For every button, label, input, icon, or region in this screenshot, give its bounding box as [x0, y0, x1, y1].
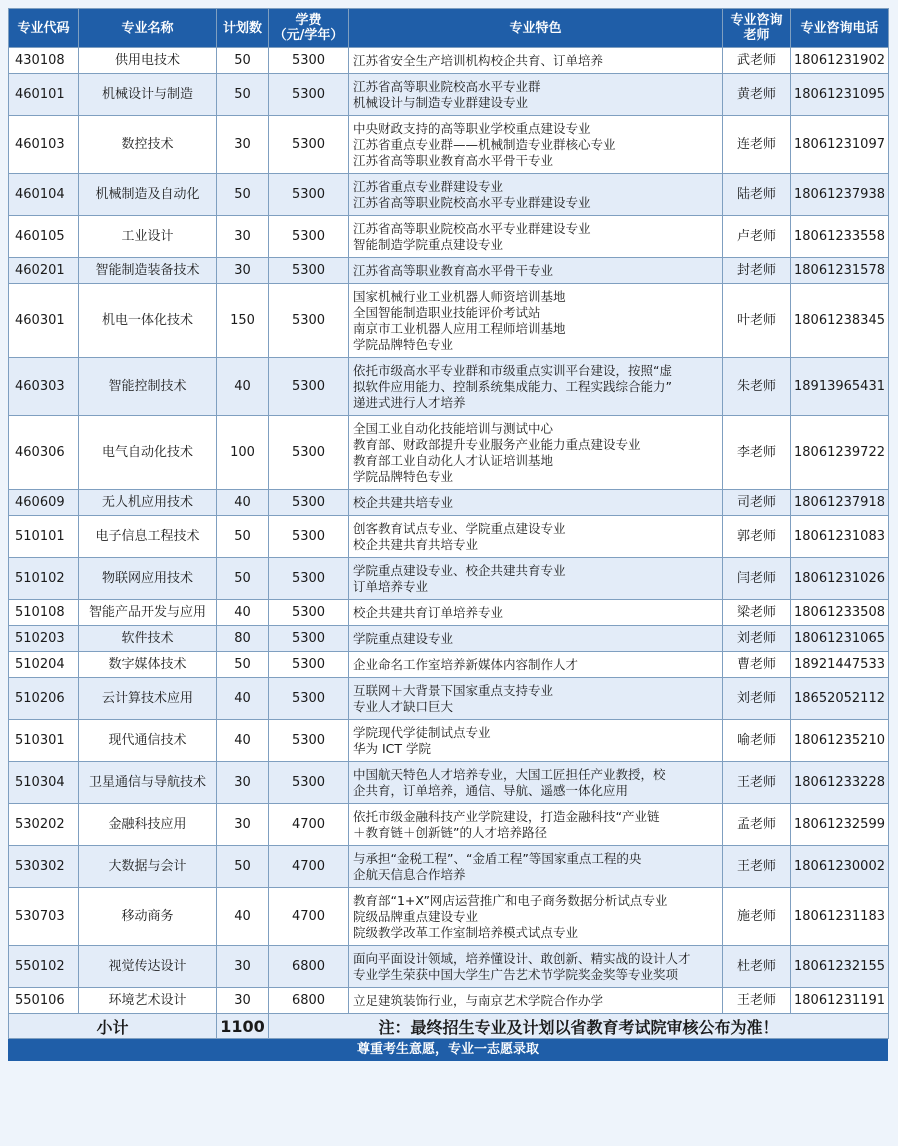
major-plan-table — [8, 8, 889, 1039]
consult-teacher-cell: 孟老师 — [723, 804, 791, 846]
consult-teacher-cell: 梁老师 — [723, 600, 791, 626]
header-tuition-line2: （元/学年） — [273, 28, 344, 43]
feature-line: 立足建筑装饰行业，与南京艺术学院合作办学 — [353, 992, 604, 1008]
major-feature-cell — [349, 652, 723, 678]
consult-teacher-cell: 连老师 — [723, 116, 791, 174]
table-row — [9, 490, 889, 516]
header-teacher-line1: 专业咨询 — [730, 13, 783, 28]
major-code-cell: 510102 — [9, 558, 79, 600]
feature-line: 学院品牌特色专业 — [353, 468, 454, 484]
header-tuition-line1: 学费 — [295, 13, 322, 28]
table-row — [9, 558, 889, 600]
major-code-cell: 510304 — [9, 762, 79, 804]
consult-teacher-cell: 封老师 — [723, 258, 791, 284]
consult-teacher-cell: 武老师 — [723, 48, 791, 74]
tuition-cell: 5300 — [269, 48, 349, 74]
feature-line: 南京市工业机器人应用工程师培训基地 — [353, 320, 566, 336]
feature-line: 企航天信息合作培养 — [353, 866, 466, 882]
feature-line: 院级教学改革工作室制培养模式试点专业 — [353, 924, 579, 940]
tuition-cell: 5300 — [269, 762, 349, 804]
consult-teacher-cell: 曹老师 — [723, 652, 791, 678]
consult-teacher-cell: 王老师 — [723, 988, 791, 1014]
feature-line: 校企共建共育订单培养专业 — [353, 604, 504, 620]
major-name-cell: 大数据与会计 — [79, 846, 217, 888]
feature-line: 华为 ICT 学院 — [353, 740, 431, 756]
consult-phone-cell: 18061239722 — [791, 416, 889, 490]
major-feature-cell — [349, 116, 723, 174]
major-code-cell: 430108 — [9, 48, 79, 74]
consult-phone-cell: 18061231026 — [791, 558, 889, 600]
consult-phone-cell: 18061231191 — [791, 988, 889, 1014]
table-row — [9, 720, 889, 762]
plan-count-cell: 30 — [217, 988, 269, 1014]
major-feature-cell — [349, 216, 723, 258]
plan-count-cell: 40 — [217, 600, 269, 626]
tuition-cell: 5300 — [269, 490, 349, 516]
table-row — [9, 48, 889, 74]
feature-line: 校企共建共培专业 — [353, 494, 454, 510]
plan-count-cell: 50 — [217, 174, 269, 216]
consult-phone-cell: 18061231097 — [791, 116, 889, 174]
feature-line: 中国航天特色人才培养专业，大国工匠担任产业教授，校 — [353, 766, 666, 782]
major-name-cell: 金融科技应用 — [79, 804, 217, 846]
feature-line: 订单培养专业 — [353, 578, 429, 594]
consult-phone-cell: 18652052112 — [791, 678, 889, 720]
header-consult-phone: 专业咨询电话 — [791, 9, 889, 48]
plan-count-cell: 30 — [217, 804, 269, 846]
feature-line: 教育部工业自动化人才认证培训基地 — [353, 452, 554, 468]
table-row — [9, 888, 889, 946]
major-name-cell: 现代通信技术 — [79, 720, 217, 762]
feature-line: 与承担“金税工程”、“金盾工程”等国家重点工程的央 — [353, 850, 642, 866]
plan-count-cell: 30 — [217, 762, 269, 804]
consult-phone-cell: 18061238345 — [791, 284, 889, 358]
major-feature-cell — [349, 284, 723, 358]
consult-teacher-cell: 闫老师 — [723, 558, 791, 600]
tuition-cell: 5300 — [269, 174, 349, 216]
major-feature-cell — [349, 516, 723, 558]
feature-line: 江苏省重点专业群——机械制造专业群核心专业 — [353, 136, 616, 152]
feature-line: 江苏省安全生产培训机构校企共育、订单培养 — [353, 52, 604, 68]
feature-line: 江苏省重点专业群建设专业 — [353, 178, 504, 194]
major-feature-cell — [349, 804, 723, 846]
table-row — [9, 74, 889, 116]
consult-phone-cell: 18061231065 — [791, 626, 889, 652]
plan-count-cell: 50 — [217, 516, 269, 558]
major-code-cell: 460303 — [9, 358, 79, 416]
plan-count-cell: 40 — [217, 678, 269, 720]
table-row — [9, 600, 889, 626]
major-code-cell: 510108 — [9, 600, 79, 626]
major-name-cell: 数控技术 — [79, 116, 217, 174]
header-consult-teacher — [723, 9, 791, 48]
major-feature-cell — [349, 846, 723, 888]
footer-banner: 尊重考生意愿，专业一志愿录取 — [8, 1039, 888, 1061]
subtotal-plan: 1100 — [217, 1014, 269, 1039]
plan-count-cell: 40 — [217, 888, 269, 946]
tuition-cell: 4700 — [269, 846, 349, 888]
feature-line: 教育部“1+X”网店运营推广和电子商务数据分析试点专业 — [353, 892, 668, 908]
plan-count-cell: 50 — [217, 558, 269, 600]
major-name-cell: 电子信息工程技术 — [79, 516, 217, 558]
major-feature-cell — [349, 174, 723, 216]
table-row — [9, 358, 889, 416]
major-name-cell: 移动商务 — [79, 888, 217, 946]
plan-count-cell: 50 — [217, 846, 269, 888]
consult-teacher-cell: 喻老师 — [723, 720, 791, 762]
feature-line: 江苏省高等职业院校高水平专业群建设专业 — [353, 194, 591, 210]
subtotal-note: 注：最终招生专业及计划以省教育考试院审核公布为准！ — [269, 1014, 889, 1039]
consult-phone-cell: 18061232155 — [791, 946, 889, 988]
consult-phone-cell: 18913965431 — [791, 358, 889, 416]
tuition-cell: 5300 — [269, 558, 349, 600]
tuition-cell: 5300 — [269, 116, 349, 174]
feature-line: 全国工业自动化技能培训与测试中心 — [353, 420, 554, 436]
table-row — [9, 652, 889, 678]
feature-line: 江苏省高等职业院校高水平专业群建设专业 — [353, 220, 591, 236]
major-code-cell: 510301 — [9, 720, 79, 762]
plan-count-cell: 50 — [217, 652, 269, 678]
table-row — [9, 762, 889, 804]
feature-line: 企业命名工作室培养新媒体内容制作人才 — [353, 656, 579, 672]
major-code-cell: 460306 — [9, 416, 79, 490]
table-row — [9, 284, 889, 358]
major-code-cell: 530202 — [9, 804, 79, 846]
consult-phone-cell: 18921447533 — [791, 652, 889, 678]
feature-line: 江苏省高等职业教育高水平骨干专业 — [353, 262, 554, 278]
major-code-cell: 550102 — [9, 946, 79, 988]
consult-teacher-cell: 黄老师 — [723, 74, 791, 116]
table-row — [9, 116, 889, 174]
major-name-cell: 无人机应用技术 — [79, 490, 217, 516]
feature-line: 教育部、财政部提升专业服务产业能力重点建设专业 — [353, 436, 641, 452]
plan-count-cell: 50 — [217, 48, 269, 74]
feature-line: 依托市级金融科技产业学院建设，打造金融科技“产业链 — [353, 808, 660, 824]
feature-line: 机械设计与制造专业群建设专业 — [353, 94, 529, 110]
feature-line: 院级品牌重点建设专业 — [353, 908, 479, 924]
major-name-cell: 数字媒体技术 — [79, 652, 217, 678]
consult-teacher-cell: 杜老师 — [723, 946, 791, 988]
tuition-cell: 5300 — [269, 258, 349, 284]
feature-line: 江苏省高等职业院校高水平专业群 — [353, 78, 541, 94]
consult-teacher-cell: 刘老师 — [723, 626, 791, 652]
major-feature-cell — [349, 988, 723, 1014]
major-name-cell: 机械设计与制造 — [79, 74, 217, 116]
major-feature-cell — [349, 416, 723, 490]
plan-count-cell: 100 — [217, 416, 269, 490]
major-name-cell: 供用电技术 — [79, 48, 217, 74]
major-code-cell: 510101 — [9, 516, 79, 558]
plan-count-cell: 30 — [217, 946, 269, 988]
major-feature-cell — [349, 558, 723, 600]
table-row — [9, 416, 889, 490]
major-name-cell: 智能制造装备技术 — [79, 258, 217, 284]
major-code-cell: 460105 — [9, 216, 79, 258]
tuition-cell: 5300 — [269, 652, 349, 678]
major-code-cell: 510204 — [9, 652, 79, 678]
major-code-cell: 460301 — [9, 284, 79, 358]
feature-line: 创客教育试点专业、学院重点建设专业 — [353, 520, 566, 536]
tuition-cell: 5300 — [269, 600, 349, 626]
major-name-cell: 环境艺术设计 — [79, 988, 217, 1014]
major-code-cell: 460609 — [9, 490, 79, 516]
header-major-code: 专业代码 — [9, 9, 79, 48]
tuition-cell: 5300 — [269, 74, 349, 116]
major-name-cell: 智能控制技术 — [79, 358, 217, 416]
consult-phone-cell: 18061233508 — [791, 600, 889, 626]
consult-phone-cell: 18061232599 — [791, 804, 889, 846]
header-major-feature: 专业特色 — [349, 9, 723, 48]
major-code-cell: 460104 — [9, 174, 79, 216]
feature-line: 拟软件应用能力、控制系统集成能力、工程实践综合能力” — [353, 378, 672, 394]
major-feature-cell — [349, 490, 723, 516]
feature-line: 全国智能制造职业技能评价考试站 — [353, 304, 541, 320]
major-code-cell: 530703 — [9, 888, 79, 946]
feature-line: 面向平面设计领域，培养懂设计、敢创新、精实战的设计人才 — [353, 950, 691, 966]
major-name-cell: 云计算技术应用 — [79, 678, 217, 720]
tuition-cell: 4700 — [269, 888, 349, 946]
major-code-cell: 510206 — [9, 678, 79, 720]
header-teacher-line2: 老师 — [743, 28, 770, 43]
feature-line: 国家机械行业工业机器人师资培训基地 — [353, 288, 566, 304]
consult-teacher-cell: 王老师 — [723, 762, 791, 804]
consult-teacher-cell: 刘老师 — [723, 678, 791, 720]
table-row — [9, 216, 889, 258]
consult-phone-cell: 18061231095 — [791, 74, 889, 116]
major-code-cell: 550106 — [9, 988, 79, 1014]
major-feature-cell — [349, 888, 723, 946]
consult-teacher-cell: 施老师 — [723, 888, 791, 946]
feature-line: 依托市级高水平专业群和市级重点实训平台建设，按照“虚 — [353, 362, 672, 378]
plan-count-cell: 30 — [217, 258, 269, 284]
consult-phone-cell: 18061231083 — [791, 516, 889, 558]
major-code-cell: 460201 — [9, 258, 79, 284]
feature-line: ＋教育链＋创新链”的人才培养路径 — [353, 824, 547, 840]
tuition-cell: 5300 — [269, 416, 349, 490]
feature-line: 学院现代学徒制试点专业 — [353, 724, 491, 740]
major-name-cell: 物联网应用技术 — [79, 558, 217, 600]
subtotal-row — [9, 1014, 889, 1039]
feature-line: 江苏省高等职业教育高水平骨干专业 — [353, 152, 554, 168]
table-row — [9, 626, 889, 652]
major-code-cell: 510203 — [9, 626, 79, 652]
table-row — [9, 846, 889, 888]
major-name-cell: 软件技术 — [79, 626, 217, 652]
major-code-cell: 460101 — [9, 74, 79, 116]
consult-phone-cell: 18061230002 — [791, 846, 889, 888]
major-name-cell: 电气自动化技术 — [79, 416, 217, 490]
table-header-row — [9, 9, 889, 48]
plan-count-cell: 30 — [217, 216, 269, 258]
feature-line: 校企共建共育共培专业 — [353, 536, 479, 552]
table-row — [9, 678, 889, 720]
major-code-cell: 460103 — [9, 116, 79, 174]
consult-phone-cell: 18061235210 — [791, 720, 889, 762]
table-row — [9, 258, 889, 284]
consult-teacher-cell: 朱老师 — [723, 358, 791, 416]
feature-line: 学院重点建设专业 — [353, 630, 454, 646]
major-name-cell: 机械制造及自动化 — [79, 174, 217, 216]
plan-count-cell: 40 — [217, 490, 269, 516]
feature-line: 中央财政支持的高等职业学校重点建设专业 — [353, 120, 591, 136]
plan-count-cell: 40 — [217, 358, 269, 416]
major-name-cell: 卫星通信与导航技术 — [79, 762, 217, 804]
tuition-cell: 5300 — [269, 358, 349, 416]
tuition-cell: 5300 — [269, 516, 349, 558]
consult-teacher-cell: 司老师 — [723, 490, 791, 516]
feature-line: 学院重点建设专业、校企共建共育专业 — [353, 562, 566, 578]
feature-line: 互联网＋大背景下国家重点支持专业 — [353, 682, 554, 698]
admission-plan-sheet — [8, 8, 888, 1061]
major-feature-cell — [349, 48, 723, 74]
feature-line: 专业人才缺口巨大 — [353, 698, 454, 714]
major-feature-cell — [349, 762, 723, 804]
major-feature-cell — [349, 946, 723, 988]
plan-count-cell: 50 — [217, 74, 269, 116]
major-feature-cell — [349, 74, 723, 116]
tuition-cell: 5300 — [269, 720, 349, 762]
tuition-cell: 5300 — [269, 284, 349, 358]
consult-teacher-cell: 郭老师 — [723, 516, 791, 558]
consult-phone-cell: 18061237938 — [791, 174, 889, 216]
tuition-cell: 5300 — [269, 678, 349, 720]
consult-phone-cell: 18061233228 — [791, 762, 889, 804]
tuition-cell: 4700 — [269, 804, 349, 846]
header-tuition — [269, 9, 349, 48]
major-feature-cell — [349, 358, 723, 416]
major-name-cell: 工业设计 — [79, 216, 217, 258]
major-name-cell: 智能产品开发与应用 — [79, 600, 217, 626]
major-code-cell: 530302 — [9, 846, 79, 888]
consult-teacher-cell: 陆老师 — [723, 174, 791, 216]
consult-phone-cell: 18061231902 — [791, 48, 889, 74]
consult-teacher-cell: 卢老师 — [723, 216, 791, 258]
consult-teacher-cell: 王老师 — [723, 846, 791, 888]
table-row — [9, 174, 889, 216]
major-name-cell: 机电一体化技术 — [79, 284, 217, 358]
plan-count-cell: 80 — [217, 626, 269, 652]
tuition-cell: 5300 — [269, 216, 349, 258]
table-row — [9, 804, 889, 846]
major-feature-cell — [349, 626, 723, 652]
consult-teacher-cell: 叶老师 — [723, 284, 791, 358]
plan-count-cell: 150 — [217, 284, 269, 358]
consult-phone-cell: 18061231183 — [791, 888, 889, 946]
plan-count-cell: 40 — [217, 720, 269, 762]
major-feature-cell — [349, 258, 723, 284]
header-plan-count: 计划数 — [217, 9, 269, 48]
major-name-cell: 视觉传达设计 — [79, 946, 217, 988]
major-feature-cell — [349, 678, 723, 720]
consult-phone-cell: 18061231578 — [791, 258, 889, 284]
table-row — [9, 988, 889, 1014]
major-feature-cell — [349, 600, 723, 626]
tuition-cell: 5300 — [269, 626, 349, 652]
plan-count-cell: 30 — [217, 116, 269, 174]
subtotal-label: 小计 — [9, 1014, 217, 1039]
tuition-cell: 6800 — [269, 946, 349, 988]
consult-teacher-cell: 李老师 — [723, 416, 791, 490]
table-row — [9, 516, 889, 558]
major-feature-cell — [349, 720, 723, 762]
feature-line: 递进式进行人才培养 — [353, 394, 466, 410]
header-major-name: 专业名称 — [79, 9, 217, 48]
feature-line: 企共育，订单培养，通信、导航、遥感一体化应用 — [353, 782, 629, 798]
table-body — [9, 48, 889, 1014]
tuition-cell: 6800 — [269, 988, 349, 1014]
feature-line: 专业学生荣获中国大学生广告艺术节学院奖金奖等专业奖项 — [353, 966, 679, 982]
consult-phone-cell: 18061233558 — [791, 216, 889, 258]
consult-phone-cell: 18061237918 — [791, 490, 889, 516]
feature-line: 学院品牌特色专业 — [353, 336, 454, 352]
feature-line: 智能制造学院重点建设专业 — [353, 236, 504, 252]
table-row — [9, 946, 889, 988]
